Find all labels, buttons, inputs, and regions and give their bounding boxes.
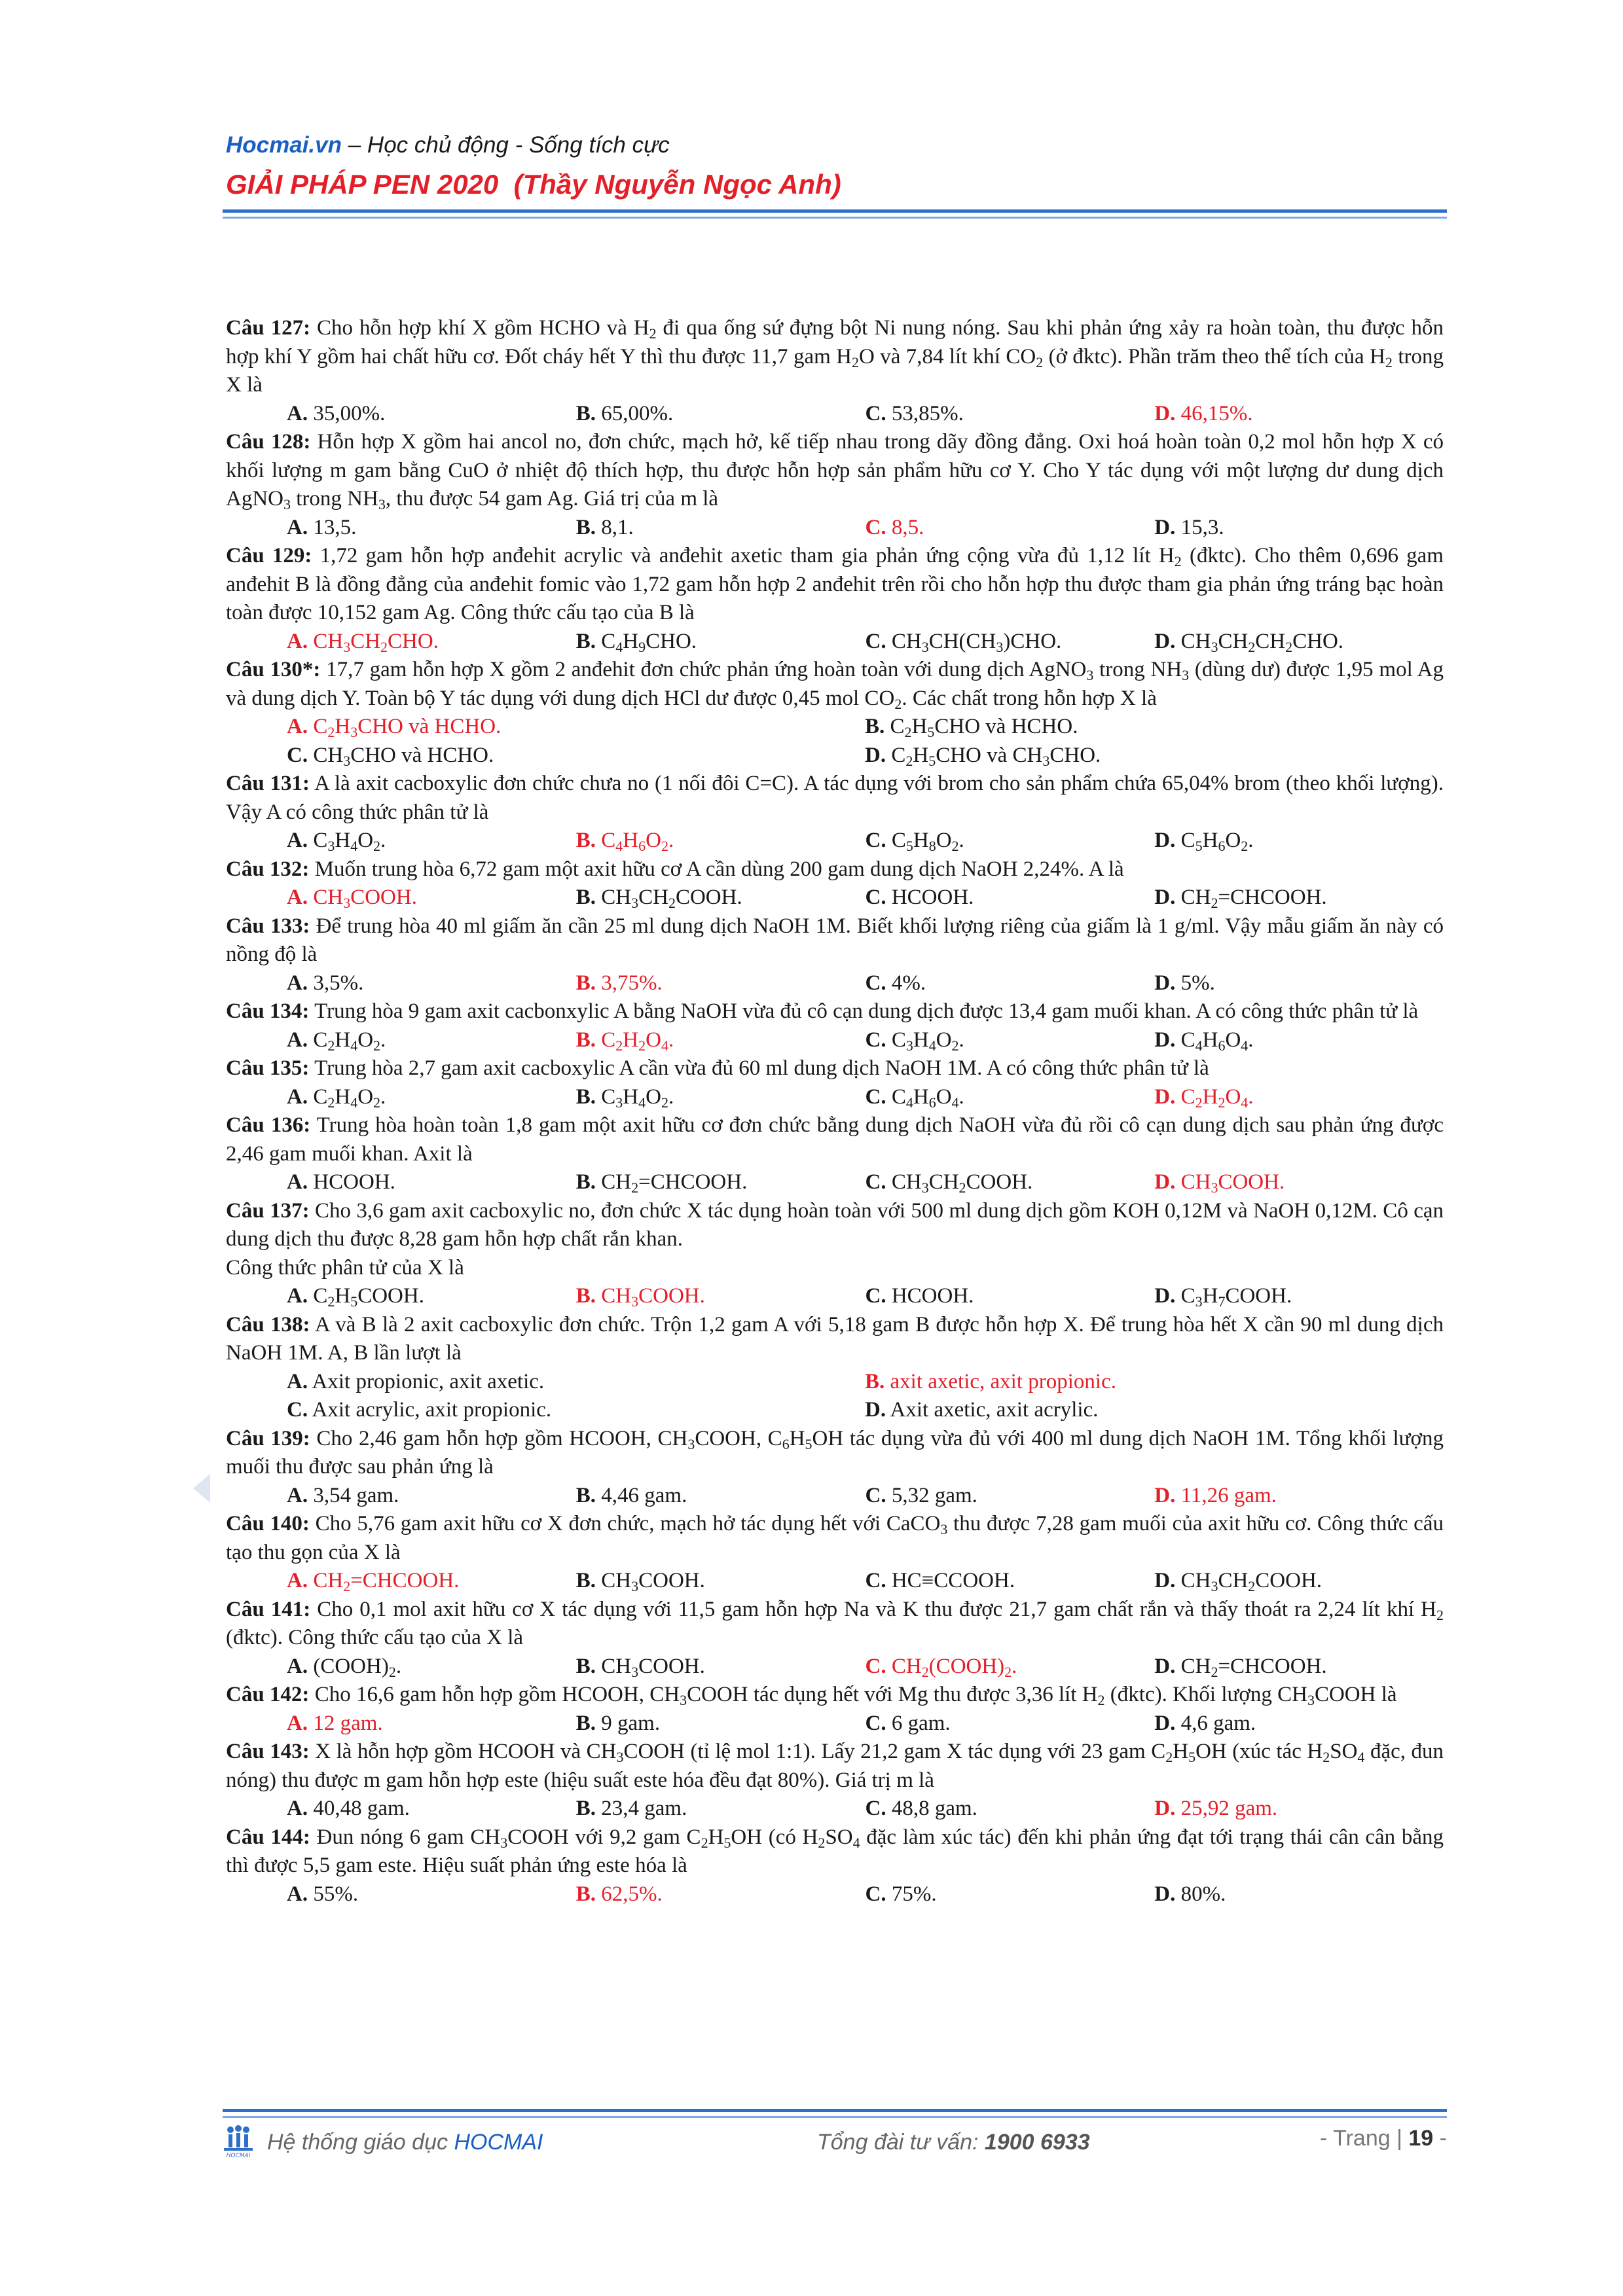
footer-hotline [817,2130,1090,2155]
left-arrow-icon[interactable] [193,1474,210,1503]
options-135: A. $C_2H_4O_2$. B. $C_3H_4O_2$. C. $C_4H_6O_4$. D. $C_2H_2O_4$. [287,1085,1254,1111]
options-141: A. $(COOH)_2$. B. $CH_3COOH$. C. $CH_2(COOH)_2$. D. $CH_2=CHCOOH$. [287,1654,1327,1680]
options-128: A. 13,5. B. 8,1. C. 8,5. D. 15,3. [287,515,1224,539]
question-128: Câu 128: Hỗn hợp X gồm hai ancol no, đơn chức, mạch hở, kế tiếp nhau trong dãy đồng đẳng. Oxi hoá hoàn toàn 0,2 mol hỗn hợp X có khối lượng m gam bằng CuO ở nhiệt độ thích hợp, thu được hỗn hợp sản phẩm hữu cơ Y. Cho Y tác dụng với một lượng dư dung dịch AgNO$_3$ trong $NH_3$, thu được 54 gam Ag. Giá trị của m là [226,430,1444,512]
options-131: A. $C_3H_4O_2$. B. $C_4H_6O_2$. C. $C_5H_8O_2$. D. $C_5H_6O_2$. [287,829,1254,854]
footer-system-prefix: Hệ thống giáo dục [267,2130,454,2155]
question-136: Câu 136: Trung hòa hoàn toàn 1,8 gam một axit hữu cơ đơn chức bằng dung dịch NaOH vừa đủ rồi cô cạn dung dịch sau phản ứng được 2,46 gam muối khan. Axit là [226,1113,1444,1166]
question-129: Câu 129: 1,72 gam hỗn hợp anđehit acrylic và anđehit axetic tham gia phản ứng cộng vừa đủ 1,12 lít $H_2$ (đktc). Cho thêm 0,696 gam anđehit B là đồng đẳng của anđehit fomic vào 1,72 gam hỗn hợp 2 anđehit trên rồi cho hỗn hợp thu được tham gia phản ứng tráng bạc hoàn toàn được 10,152 gam Ag. Công thức cấu tạo của B là [226,544,1444,624]
question-138: Câu 138: A và B là 2 axit cacboxylic đơn chức. Trộn 1,2 gam A với 5,18 gam B được hỗn hợp X. Để trung hòa hết X cần 90 ml dung dịch NaOH 1M. A, B lần lượt là [226,1312,1444,1365]
course-title-line [226,166,1444,203]
options-140: A. $CH_2=CHCOOH$. B. $CH_3COOH$. C. HC≡CCOOH. D. $CH_3CH_2COOH$. [287,1569,1322,1594]
question-137: Câu 137: Cho 3,6 gam axit cacboxylic no, đơn chức X tác dụng hoàn toàn với 500 ml dung dịch gồm KOH 0,12M và NaOH 0,12M. Cô cạn dung dịch thu được 8,28 gam hỗn hợp chất rắn khan. Công thức phân tử của X là [226,1198,1444,1280]
options-127: A. 35,00%. B. 65,00%. C. 53,85%. D. 46,15%. [287,401,1253,425]
page-suffix: - [1433,2126,1447,2151]
options-133: A. 3,5%. B. 3,75%. C. 4%. D. 5%. [287,971,1215,995]
footer-system-name: HOCMAI [454,2130,543,2155]
site-name[interactable]: Hocmai.vn [226,132,342,158]
options-136: A. HCOOH. B. $CH_2=CHCOOH$. C. $CH_3CH_2COOH$. D. $CH_3COOH$. [287,1170,1285,1196]
question-130: Câu 130*: 17,7 gam hỗn hợp X gồm 2 anđehit đơn chức phản ứng hoàn toàn với dung dịch AgNO$_3$ trong $NH_3$ (dùng dư) được 1,95 mol Ag và dung dịch Y. Toàn bộ Y tác dụng với dung dịch HCl dư được 0,45 mol $CO_2$. Các chất trong hỗn hợp X là [226,658,1444,712]
hocmai-logo-icon [223,2125,254,2159]
page-number-value: 19 [1408,2126,1434,2151]
question-list [226,314,1444,1909]
options-142: A. 12 gam. B. 9 gam. C. 6 gam. D. 4,6 gam. [287,1711,1256,1735]
question-131: Câu 131: A là axit cacboxylic đơn chức chưa no (1 nối đôi C=C). A tác dụng với brom cho sản phẩm chứa 65,04% brom (theo khối lượng). Vậy A có công thức phân tử là [226,772,1444,824]
options-130: A. $C_2H_3CHO$ và HCHO. B. $C_2H_5CHO$ và HCHO. C. $CH_3CHO$ và HCHO. D. $C_2H_5CHO$ và $CH_3CHO$. [287,715,1101,769]
options-137: A. $C_2H_5COOH$. B. $CH_3COOH$. C. HCOOH. D. $C_3H_7COOH$. [287,1284,1292,1310]
footer-rule [223,2109,1447,2118]
hotline-label: Tổng đài tư vấn: [817,2130,985,2155]
page-footer [223,2109,1447,2164]
options-143: A. 40,48 gam. B. 23,4 gam. C. 48,8 gam. D. 25,92 gam. [287,1797,1278,1820]
question-133: Câu 133: Để trung hòa 40 ml giấm ăn cần 25 ml dung dịch NaOH 1M. Biết khối lượng riêng của giấm là 1 g/ml. Vậy mẫu giấm ăn này có nồng độ là [226,914,1444,966]
page-prefix: - Trang | [1319,2126,1409,2151]
question-144: Câu 144: Đun nóng 6 gam $CH_3COOH$ với 9,2 gam $C_2H_5OH$ (có $H_2SO_4$ đặc làm xúc tác) đến khi phản ứng đạt tới trạng thái cân cân bằng thì được 5,5 gam este. Hiệu suất phản ứng este hóa là [226,1825,1444,1877]
logo-text: HOCMAI [226,2153,251,2159]
course-title: GIẢI PHÁP PEN 2020 [226,169,499,200]
teacher-name: (Thầy Nguyễn Ngọc Anh) [513,169,841,200]
options-134: A. $C_2H_4O_2$. B. $C_2H_2O_4$. C. $C_3H_4O_2$. D. $C_4H_6O_4$. [287,1028,1254,1054]
question-143: Câu 143: X là hỗn hợp gồm HCOOH và $CH_3COOH$ (tỉ lệ mol 1:1). Lấy 21,2 gam X tác dụng với 23 gam $C_2H_5OH$ (xúc tác $H_2SO_4$ đặc, đun nóng) thu được m gam hỗn hợp este (hiệu suất este hóa đều đạt 80%). Giá trị m là [226,1740,1444,1792]
tagline: – Học chủ động - Sống tích cực [342,132,670,158]
page-header [226,131,1444,203]
options-139: A. 3,54 gam. B. 4,46 gam. C. 5,32 gam. D. 11,26 gam. [287,1483,1277,1507]
footer-system [267,2130,543,2155]
options-138: A. Axit propionic, axit axetic. B. axit axetic, axit propionic. C. Axit acrylic, axit propionic. D. Axit axetic, axit acrylic. [287,1369,1116,1422]
question-134: Câu 134: Trung hòa 9 gam axit cacbonxylic A bằng NaOH vừa đủ cô cạn dung dịch được 13,4 gam muối khan. A có công thức phân tử là [226,999,1419,1023]
question-127: Câu 127: Cho hỗn hợp khí X gồm HCHO và $H_2$ đi qua ống sứ đựng bột Ni nung nóng. Sau khi phản ứng xảy ra hoàn toàn, thu được hỗn hợp khí Y gồm hai chất hữu cơ. Đốt cháy hết Y thì thu được 11,7 gam $H_2O$ và 7,84 lít khí $CO_2$ (ở đktc). Phần trăm theo thể tích của $H_2$ trong X là [226,316,1444,397]
question-141: Câu 141: Cho 0,1 mol axit hữu cơ X tác dụng với 11,5 gam hỗn hợp Na và K thu được 21,7 gam chất rắn và thấy thoát ra 2,24 lít khí $H_2$ (đktc). Công thức cấu tạo của X là [226,1597,1444,1649]
page-number [1320,2126,1447,2151]
brand-line [226,131,1444,160]
options-129: A. $CH_3CH_2CHO$. B. $C_4H_9CHO$. C. $CH_3CH(CH_3)CHO$. D. $CH_3CH_2CH_2CHO$. [287,629,1344,655]
question-139: Câu 139: Cho 2,46 gam hỗn hợp gồm HCOOH, $CH_3COOH$, $C_6H_5OH$ tác dụng vừa đủ với 400 ml dung dịch NaOH 1M. Tổng khối lượng muối thu được sau phản ứng là [226,1426,1444,1479]
header-rule [223,209,1447,223]
options-144: A. 55%. B. 62,5%. C. 75%. D. 80%. [287,1882,1226,1906]
hotline-number: 1900 6933 [984,2130,1090,2155]
question-135: Câu 135: Trung hòa 2,7 gam axit cacboxylic A cần vừa đủ 60 ml dung dịch NaOH 1M. A có công thức phân tử là [226,1056,1209,1080]
options-132: A. $CH_3COOH$. B. $CH_3CH_2COOH$. C. HCOOH. D. $CH_2=CHCOOH$. [287,886,1327,911]
question-140: Câu 140: Cho 5,76 gam axit hữu cơ X đơn chức, mạch hở tác dụng hết với CaCO$_3$ thu được 7,28 gam muối của axit hữu cơ. Công thức cấu tạo thu gọn của X là [226,1512,1444,1564]
question-132: Câu 132: Muốn trung hòa 6,72 gam một axit hữu cơ A cần dùng 200 gam dung dịch NaOH 2,24%. A là [226,857,1124,881]
question-142: Câu 142: Cho 16,6 gam hỗn hợp gồm HCOOH, $CH_3COOH$ tác dụng hết với Mg thu được 3,36 lít $H_2$ (đktc). Khối lượng $CH_3COOH$ là [226,1683,1397,1708]
